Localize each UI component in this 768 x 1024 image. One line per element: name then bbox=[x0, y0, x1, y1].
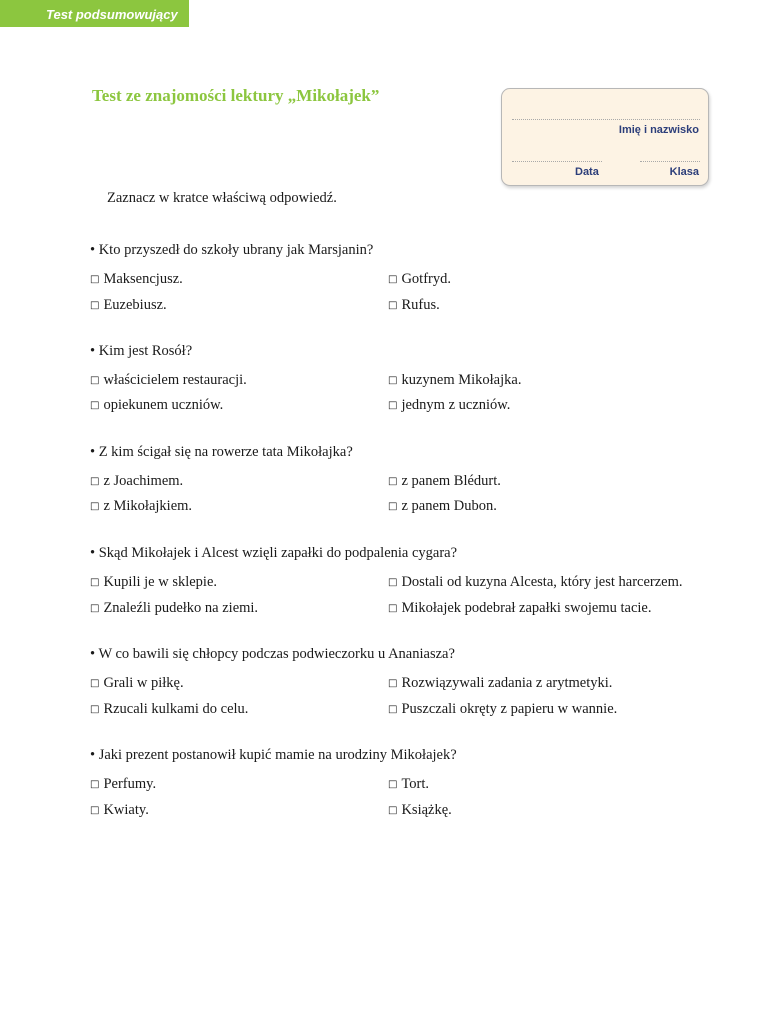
option-label: z panem Blédurt. bbox=[401, 473, 501, 489]
option-label: Znaleźli pudełko na ziemi. bbox=[103, 600, 259, 616]
page-title: Test ze znajomości lektury „Mikołajek” bbox=[92, 86, 380, 105]
answer-option[interactable] bbox=[388, 800, 452, 822]
option-label: z Mikołajkiem. bbox=[103, 498, 193, 514]
question-block bbox=[90, 341, 730, 422]
answer-option[interactable] bbox=[388, 295, 440, 317]
answer-option[interactable] bbox=[388, 699, 617, 721]
option-label: Gotfryd. bbox=[401, 271, 451, 287]
checkbox-icon[interactable]: □ bbox=[90, 779, 100, 790]
checkbox-icon[interactable]: □ bbox=[388, 274, 398, 285]
checkbox-icon[interactable]: □ bbox=[90, 603, 100, 614]
question-block bbox=[90, 240, 730, 321]
checkbox-icon[interactable]: □ bbox=[388, 375, 398, 386]
checkbox-icon[interactable]: □ bbox=[90, 274, 100, 285]
checkbox-icon[interactable]: □ bbox=[388, 603, 398, 614]
student-info-box bbox=[501, 88, 709, 186]
checkbox-icon[interactable]: □ bbox=[90, 501, 100, 512]
answer-option[interactable] bbox=[90, 269, 183, 291]
checkbox-icon[interactable]: □ bbox=[90, 400, 100, 411]
question-text: • Z kim ścigał się na rowerze tata Mikołajka? bbox=[90, 444, 353, 460]
checkbox-icon[interactable]: □ bbox=[90, 577, 100, 588]
checkbox-icon[interactable]: □ bbox=[90, 678, 100, 689]
option-label: opiekunem uczniów. bbox=[103, 397, 224, 413]
answer-option[interactable] bbox=[90, 370, 247, 392]
option-label: z Joachimem. bbox=[103, 473, 184, 489]
option-label: Maksencjusz. bbox=[103, 271, 183, 287]
question-text: • Kto przyszedł do szkoły ubrany jak Marsjanin? bbox=[90, 242, 374, 258]
option-label: Dostali od kuzyna Alcesta, który jest harcerzem. bbox=[401, 574, 683, 590]
checkbox-icon[interactable]: □ bbox=[388, 779, 398, 790]
question-block bbox=[90, 644, 730, 725]
option-label: Grali w piłkę. bbox=[103, 675, 184, 691]
question-block bbox=[90, 745, 730, 826]
name-dotted-line[interactable] bbox=[512, 119, 700, 120]
option-label: Rozwiązywali zadania z arytmetyki. bbox=[401, 675, 613, 691]
answer-option[interactable] bbox=[90, 496, 192, 518]
instruction-text: Zaznacz w kratce właściwą odpowiedź. bbox=[107, 190, 337, 206]
class-label: Klasa bbox=[669, 166, 699, 178]
question-block bbox=[90, 442, 730, 523]
answer-option[interactable] bbox=[90, 395, 223, 417]
answer-option[interactable] bbox=[388, 395, 510, 417]
checkbox-icon[interactable]: □ bbox=[90, 805, 100, 816]
question-text: • Jaki prezent postanowił kupić mamie na urodziny Mikołajek? bbox=[90, 747, 457, 763]
option-label: Kupili je w sklepie. bbox=[103, 574, 218, 590]
checkbox-icon[interactable]: □ bbox=[388, 476, 398, 487]
answer-option[interactable] bbox=[388, 774, 429, 796]
answer-option[interactable] bbox=[90, 471, 183, 493]
checkbox-icon[interactable]: □ bbox=[90, 476, 100, 487]
date-label: Data bbox=[575, 166, 599, 178]
name-label: Imię i nazwisko bbox=[618, 124, 699, 136]
option-label: Książkę. bbox=[401, 802, 452, 818]
checkbox-icon[interactable]: □ bbox=[388, 805, 398, 816]
answer-option[interactable] bbox=[90, 295, 167, 317]
option-label: Mikołajek podebrał zapałki swojemu tacie. bbox=[401, 600, 652, 616]
answer-option[interactable] bbox=[388, 269, 451, 291]
answer-option[interactable] bbox=[388, 673, 612, 695]
checkbox-icon[interactable]: □ bbox=[388, 400, 398, 411]
option-label: jednym z uczniów. bbox=[401, 397, 511, 413]
option-label: Rzucali kulkami do celu. bbox=[103, 701, 249, 717]
option-label: Rufus. bbox=[401, 297, 440, 313]
date-dotted-line[interactable] bbox=[512, 161, 602, 162]
answer-option[interactable] bbox=[90, 572, 217, 594]
answer-option[interactable] bbox=[90, 598, 258, 620]
option-label: z panem Dubon. bbox=[401, 498, 497, 514]
option-label: kuzynem Mikołajka. bbox=[401, 372, 522, 388]
answer-option[interactable] bbox=[90, 673, 184, 695]
option-label: Euzebiusz. bbox=[103, 297, 167, 313]
answer-option[interactable] bbox=[388, 598, 652, 620]
checkbox-icon[interactable]: □ bbox=[90, 300, 100, 311]
option-label: Puszczali okręty z papieru w wannie. bbox=[401, 701, 618, 717]
answer-option[interactable] bbox=[388, 496, 497, 518]
checkbox-icon[interactable]: □ bbox=[388, 678, 398, 689]
answer-option[interactable] bbox=[388, 370, 521, 392]
section-header-tab: Test podsumowujący bbox=[0, 0, 189, 27]
checkbox-icon[interactable]: □ bbox=[90, 704, 100, 715]
option-label: Kwiaty. bbox=[103, 802, 149, 818]
answer-option[interactable] bbox=[90, 800, 149, 822]
question-text: • Kim jest Rosół? bbox=[90, 343, 193, 359]
option-label: Perfumy. bbox=[103, 776, 157, 792]
checkbox-icon[interactable]: □ bbox=[388, 501, 398, 512]
answer-option[interactable] bbox=[388, 572, 683, 594]
option-label: Tort. bbox=[401, 776, 430, 792]
question-text: • W co bawili się chłopcy podczas podwieczorku u Ananiasza? bbox=[90, 646, 455, 662]
checkbox-icon[interactable]: □ bbox=[388, 577, 398, 588]
answer-option[interactable] bbox=[388, 471, 501, 493]
checkbox-icon[interactable]: □ bbox=[388, 300, 398, 311]
checkbox-icon[interactable]: □ bbox=[388, 704, 398, 715]
question-text: • Skąd Mikołajek i Alcest wzięli zapałki do podpalenia cygara? bbox=[90, 545, 458, 561]
answer-option[interactable] bbox=[90, 774, 156, 796]
option-label: właścicielem restauracji. bbox=[103, 372, 247, 388]
answer-option[interactable] bbox=[90, 699, 248, 721]
class-dotted-line[interactable] bbox=[640, 161, 700, 162]
question-block bbox=[90, 543, 730, 624]
checkbox-icon[interactable]: □ bbox=[90, 375, 100, 386]
